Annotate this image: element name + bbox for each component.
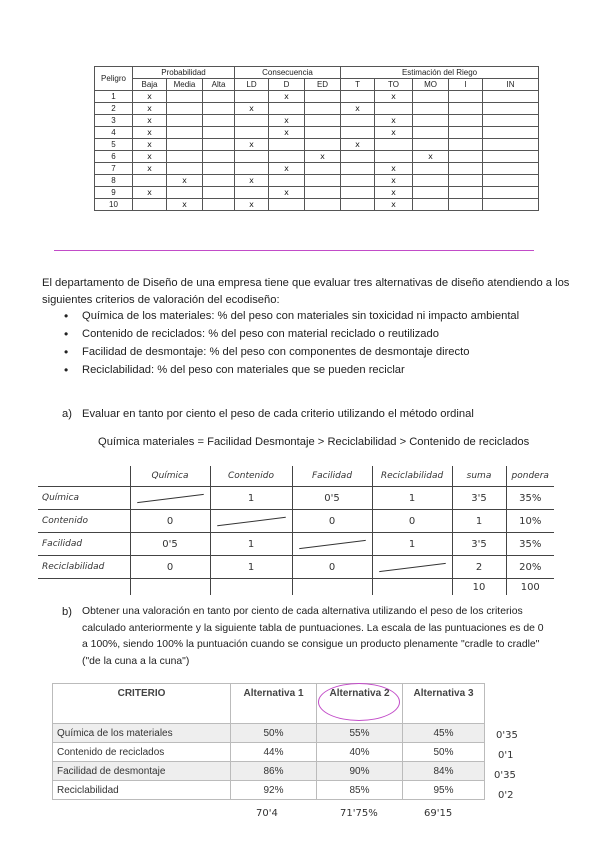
weight-note: 0'35 [496, 730, 518, 741]
empty-cell [413, 163, 449, 175]
x-mark: x [235, 103, 269, 115]
empty-cell [449, 163, 483, 175]
ordering-statement: Química materiales = Facilidad Desmontaje > Reciclabilidad > Contenido de reciclados [98, 436, 530, 448]
alt1-header: Alternativa 1 [231, 684, 317, 724]
empty-cell [341, 91, 375, 103]
empty-cell [413, 127, 449, 139]
peligro-header: Peligro [95, 67, 133, 91]
ordinal-cell: 0'5 [292, 487, 372, 510]
diagonal-cell [130, 487, 210, 510]
table-row [95, 103, 539, 115]
ordinal-cell: 35% [506, 533, 554, 556]
ordinal-total [292, 579, 372, 596]
empty-cell [483, 127, 539, 139]
list-item: • Facilidad de desmontaje: % del peso con componentes de desmontaje directo [62, 343, 572, 361]
ordinal-cell: 1 [210, 556, 292, 579]
empty-cell [413, 175, 449, 187]
table-row [38, 556, 554, 579]
empty-cell [167, 127, 203, 139]
empty-cell [133, 199, 167, 211]
x-mark: x [133, 163, 167, 175]
empty-cell [167, 103, 203, 115]
empty-cell [449, 187, 483, 199]
subheader: I [449, 79, 483, 91]
table-row [95, 115, 539, 127]
empty-cell [133, 175, 167, 187]
score-table [52, 683, 485, 800]
x-mark: x [305, 151, 341, 163]
ordinal-cell: 0 [372, 510, 452, 533]
ordinal-cell: 1 [372, 533, 452, 556]
list-item: • Contenido de reciclados: % del peso con material reciclado o reutilizado [62, 325, 572, 343]
peligro-number: 9 [95, 187, 133, 199]
x-mark: x [269, 115, 305, 127]
table-row [53, 781, 485, 800]
x-mark: x [269, 127, 305, 139]
empty-cell [449, 199, 483, 211]
x-mark: x [375, 163, 413, 175]
question-a-label: a) [62, 408, 72, 420]
empty-cell [305, 199, 341, 211]
peligro-number: 5 [95, 139, 133, 151]
empty-cell [305, 175, 341, 187]
score-cell: 50% [403, 743, 485, 762]
x-mark: x [133, 151, 167, 163]
question-a-text: Evaluar en tanto por ciento el peso de cada criterio utilizando el método ordinal [82, 408, 474, 420]
empty-cell [341, 127, 375, 139]
peligro-number: 10 [95, 199, 133, 211]
empty-cell [235, 187, 269, 199]
alt2-header: Alternativa 2 [317, 684, 403, 724]
empty-cell [483, 151, 539, 163]
score-cell: 86% [231, 762, 317, 781]
ordinal-header: Química [130, 466, 210, 487]
ordinal-table [38, 466, 554, 595]
x-mark: x [269, 187, 305, 199]
ordinal-cell: 1 [210, 487, 292, 510]
x-mark: x [375, 127, 413, 139]
result-alt2: 71'75% [340, 808, 378, 819]
subheader: LD [235, 79, 269, 91]
ordinal-total [210, 579, 292, 596]
empty-cell [167, 139, 203, 151]
x-mark: x [133, 187, 167, 199]
empty-cell [305, 127, 341, 139]
table-row [38, 487, 554, 510]
x-mark: x [133, 103, 167, 115]
ordinal-header: Reciclabilidad [372, 466, 452, 487]
x-mark: x [269, 91, 305, 103]
empty-cell [203, 115, 235, 127]
empty-cell [449, 115, 483, 127]
empty-cell [167, 91, 203, 103]
table-row [38, 533, 554, 556]
ordinal-row-label: Química [38, 487, 130, 510]
criterio-header: CRITERIO [53, 684, 231, 724]
empty-cell [203, 163, 235, 175]
ordinal-total [372, 579, 452, 596]
empty-cell [413, 187, 449, 199]
empty-cell [413, 91, 449, 103]
weight-note: 0'1 [498, 750, 514, 761]
criteria-list [62, 307, 572, 379]
empty-cell [341, 199, 375, 211]
ordinal-total [38, 579, 130, 596]
empty-cell [449, 139, 483, 151]
diagonal-cell [292, 533, 372, 556]
subheader: D [269, 79, 305, 91]
empty-cell [413, 139, 449, 151]
x-mark: x [375, 91, 413, 103]
ordinal-cell: 0 [292, 556, 372, 579]
risk-table [94, 66, 539, 211]
ordinal-row-label: Reciclabilidad [38, 556, 130, 579]
peligro-number: 6 [95, 151, 133, 163]
score-cell: 95% [403, 781, 485, 800]
empty-cell [375, 139, 413, 151]
ordinal-cell: 0'5 [130, 533, 210, 556]
empty-cell [269, 139, 305, 151]
empty-cell [235, 151, 269, 163]
table-row [95, 91, 539, 103]
criterio-cell: Contenido de reciclados [53, 743, 231, 762]
empty-cell [269, 151, 305, 163]
x-mark: x [167, 175, 203, 187]
empty-cell [341, 187, 375, 199]
empty-cell [341, 115, 375, 127]
table-row [95, 163, 539, 175]
ordinal-header: Facilidad [292, 466, 372, 487]
empty-cell [305, 139, 341, 151]
empty-cell [305, 91, 341, 103]
x-mark: x [133, 127, 167, 139]
ordinal-total-sum: 10 [452, 579, 506, 596]
ordinal-cell: 1 [372, 487, 452, 510]
empty-cell [483, 175, 539, 187]
empty-cell [203, 199, 235, 211]
ordinal-row-label: Contenido [38, 510, 130, 533]
table-row [95, 151, 539, 163]
score-cell: 40% [317, 743, 403, 762]
ordinal-header: pondera [506, 466, 554, 487]
x-mark: x [167, 199, 203, 211]
x-mark: x [413, 151, 449, 163]
consecuencia-header: Consecuencia [235, 67, 341, 79]
ordinal-cell: 0 [292, 510, 372, 533]
score-cell: 90% [317, 762, 403, 781]
ordinal-total [130, 579, 210, 596]
x-mark: x [375, 175, 413, 187]
subheader: IN [483, 79, 539, 91]
empty-cell [203, 139, 235, 151]
empty-cell [341, 163, 375, 175]
empty-cell [483, 115, 539, 127]
ordinal-row-label: Facilidad [38, 533, 130, 556]
subheader: ED [305, 79, 341, 91]
empty-cell [269, 175, 305, 187]
x-mark: x [341, 139, 375, 151]
empty-cell [341, 151, 375, 163]
ordinal-cell: 10% [506, 510, 554, 533]
table-row [53, 762, 485, 781]
weight-note: 0'35 [494, 770, 516, 781]
risk-table-body [95, 91, 539, 211]
empty-cell [203, 127, 235, 139]
ordinal-cell: 35% [506, 487, 554, 510]
subheader: Media [167, 79, 203, 91]
empty-cell [449, 103, 483, 115]
empty-cell [375, 103, 413, 115]
table-row [95, 187, 539, 199]
x-mark: x [375, 115, 413, 127]
x-mark: x [133, 91, 167, 103]
x-mark: x [375, 199, 413, 211]
empty-cell [167, 187, 203, 199]
empty-cell [305, 115, 341, 127]
empty-cell [305, 163, 341, 175]
list-item: • Reciclabilidad: % del peso con materiales que se pueden reciclar [62, 361, 572, 379]
x-mark: x [235, 139, 269, 151]
criterio-cell: Reciclabilidad [53, 781, 231, 800]
ordinal-cell: 20% [506, 556, 554, 579]
empty-cell [167, 115, 203, 127]
score-cell: 84% [403, 762, 485, 781]
empty-cell [375, 151, 413, 163]
score-cell: 44% [231, 743, 317, 762]
estimacion-header: Estimación del Riego [341, 67, 539, 79]
peligro-number: 1 [95, 91, 133, 103]
empty-cell [449, 127, 483, 139]
table-row [38, 510, 554, 533]
score-cell: 85% [317, 781, 403, 800]
x-mark: x [269, 163, 305, 175]
ordinal-cell: 1 [210, 533, 292, 556]
empty-cell [235, 163, 269, 175]
table-row [53, 743, 485, 762]
empty-cell [483, 199, 539, 211]
list-item: • Química de los materiales: % del peso con materiales sin toxicidad ni impacto ambiental [62, 307, 572, 325]
empty-cell [235, 115, 269, 127]
intro-paragraph: El departamento de Diseño de una empresa tiene que evaluar tres alternativas de diseño atendiendo a los siguientes criterios de valoración del ecodiseño: [42, 277, 570, 306]
empty-cell [203, 151, 235, 163]
weight-note: 0'2 [498, 790, 514, 801]
criterio-cell: Facilidad de desmontaje [53, 762, 231, 781]
x-mark: x [375, 187, 413, 199]
empty-cell [341, 175, 375, 187]
ordinal-cell: 3'5 [452, 487, 506, 510]
ordinal-header: suma [452, 466, 506, 487]
empty-cell [203, 175, 235, 187]
empty-cell [235, 91, 269, 103]
x-mark: x [133, 139, 167, 151]
subheader: Baja [133, 79, 167, 91]
empty-cell [305, 187, 341, 199]
empty-cell [203, 187, 235, 199]
empty-cell [167, 163, 203, 175]
empty-cell [483, 187, 539, 199]
empty-cell [269, 199, 305, 211]
score-cell: 50% [231, 724, 317, 743]
empty-cell [413, 199, 449, 211]
ordinal-cell: 0 [130, 510, 210, 533]
ordinal-cell: 1 [452, 510, 506, 533]
x-mark: x [341, 103, 375, 115]
empty-cell [483, 163, 539, 175]
peligro-number: 7 [95, 163, 133, 175]
empty-cell [305, 103, 341, 115]
peligro-number: 4 [95, 127, 133, 139]
empty-cell [483, 103, 539, 115]
empty-cell [413, 103, 449, 115]
table-row [53, 724, 485, 743]
score-table-body [53, 724, 485, 800]
empty-cell [449, 175, 483, 187]
empty-cell [449, 91, 483, 103]
peligro-number: 3 [95, 115, 133, 127]
score-cell: 55% [317, 724, 403, 743]
empty-cell [413, 115, 449, 127]
subheader: Alta [203, 79, 235, 91]
ordinal-cell: 2 [452, 556, 506, 579]
criterio-cell: Química de los materiales [53, 724, 231, 743]
empty-cell [483, 139, 539, 151]
peligro-number: 8 [95, 175, 133, 187]
x-mark: x [133, 115, 167, 127]
subheader: TO [375, 79, 413, 91]
empty-cell [235, 127, 269, 139]
question-b-label: b) [62, 606, 72, 618]
ordinal-header: Contenido [210, 466, 292, 487]
ordinal-cell: 0 [130, 556, 210, 579]
table-row [95, 199, 539, 211]
empty-cell [203, 91, 235, 103]
ordinal-header-corner [38, 466, 130, 487]
result-alt1: 70'4 [256, 808, 278, 819]
probabilidad-header: Probabilidad [133, 67, 235, 79]
table-row [95, 127, 539, 139]
table-row [95, 175, 539, 187]
ordinal-total-pondera: 100 [506, 579, 554, 596]
result-alt3: 69'15 [424, 808, 453, 819]
question-b-text: Obtener una valoración en tanto por ciento de cada alternativa utilizando el peso de los criterios calculado anteriormente y la siguiente tabla de puntuaciones. La escala de las puntuaciones es de 0 a 100%, siendo 100% la puntuación cuando se consigue un producto plenamente "cradle to cradle" ("de la cuna a la cuna") [82, 606, 544, 667]
alternativa-2-highlight [318, 683, 400, 721]
empty-cell [483, 91, 539, 103]
diagonal-cell [372, 556, 452, 579]
x-mark: x [235, 199, 269, 211]
subheader: T [341, 79, 375, 91]
empty-cell [167, 151, 203, 163]
ordinal-cell: 3'5 [452, 533, 506, 556]
peligro-number: 2 [95, 103, 133, 115]
ordinal-table-body [38, 487, 554, 579]
table-row [95, 139, 539, 151]
empty-cell [449, 151, 483, 163]
score-cell: 92% [231, 781, 317, 800]
alt3-header: Alternativa 3 [403, 684, 485, 724]
score-cell: 45% [403, 724, 485, 743]
empty-cell [203, 103, 235, 115]
x-mark: x [235, 175, 269, 187]
section-divider [54, 250, 534, 251]
empty-cell [269, 103, 305, 115]
subheader: MO [413, 79, 449, 91]
diagonal-cell [210, 510, 292, 533]
